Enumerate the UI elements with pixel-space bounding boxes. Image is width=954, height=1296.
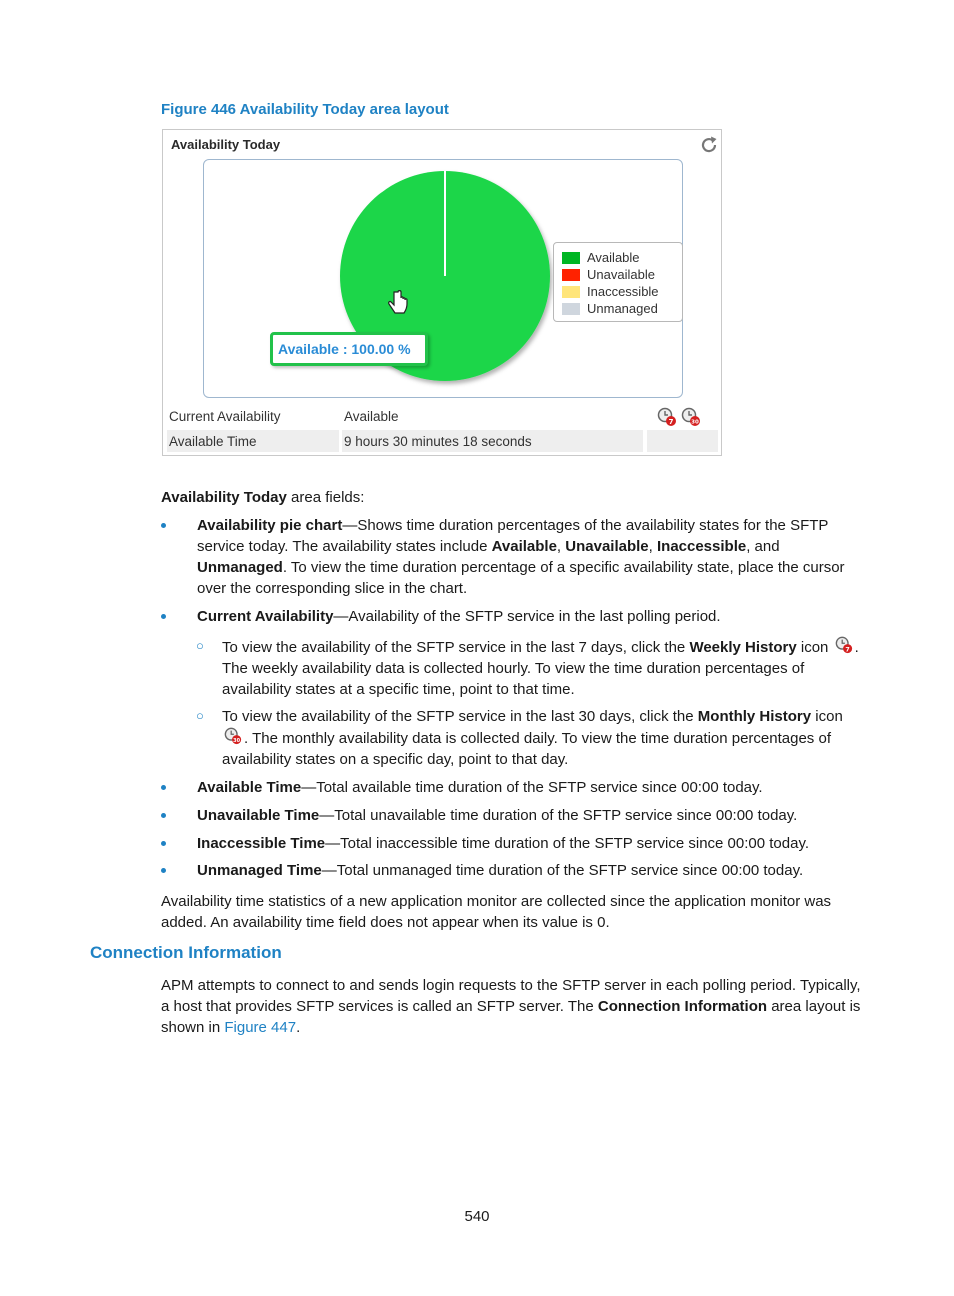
text: a host that provides SFTP services is called an SFTP server. The [161,998,598,1015]
text: icon [811,708,843,725]
legend-label: Available [587,250,640,265]
bullet [161,614,169,622]
text: area layout is [767,998,861,1015]
bullet [161,868,169,876]
slice-tooltip: Available : 100.00 % [270,332,428,366]
intro-line [161,487,364,508]
bullet-unavailable-time [197,805,797,826]
text: , and [746,538,780,555]
text: The weekly availability data is collected hourly. To view the time duration percentages of [222,660,805,677]
text: . The monthly availability data is collected daily. To view the time duration percentages of [244,730,831,747]
svg-text:7: 7 [668,418,674,426]
text: —Total available time duration of the SFTP service since 00:00 today. [301,779,763,796]
row-label: Current Availability [169,409,281,424]
legend-label: Unavailable [587,267,655,282]
bold-term: Unmanaged [197,559,283,576]
legend-item-inaccessible [562,283,682,300]
available-time-row [167,430,717,452]
monthly-history-icon [222,727,244,745]
text: APM attempts to connect to and sends login requests to the SFTP server in each polling period. Typically, [161,977,861,994]
text: Availability time statistics of a new application monitor are collected since the application monitor was [161,893,832,910]
bullet [161,813,169,821]
legend-item-unavailable [562,266,682,283]
statistics-paragraph [161,891,871,933]
bullet-inaccessible-time [197,833,809,854]
bold-term: Unmanaged Time [197,862,322,879]
bullet [161,785,169,793]
section-paragraph [161,975,871,1038]
sub-bullet: ○ [196,638,204,653]
hand-cursor-icon [387,290,409,318]
legend-swatch [562,286,580,298]
text: . To view the time duration percentage of a specific availability state, place the cursor [282,559,845,576]
text: , [648,538,657,555]
row-bg [647,430,718,452]
page-number: 540 [464,1208,490,1225]
text: area fields: [286,489,365,506]
text: service today. The availability states include [197,538,492,555]
bold-term: Inaccessible Time [197,835,326,852]
bullet [161,523,169,531]
bold-term: Inaccessible [656,538,747,555]
bullet-unmanaged-time [197,860,803,881]
bold-term: Available [491,538,557,555]
text: To view the availability of the SFTP service in the last 7 days, click the [222,639,690,656]
text: shown in [161,1019,225,1036]
sub-bullet: ○ [196,708,204,723]
svg-text:30: 30 [691,419,699,426]
bold-term: Weekly History [689,639,797,656]
text: —Total unmanaged time duration of the SFTP service since 00:00 today. [321,862,804,879]
current-availability-row [167,405,717,427]
text: availability states at a specific time, point to that time. [222,681,575,698]
legend-swatch [562,252,580,264]
row-value: Available [344,409,399,424]
svg-text:30: 30 [233,737,241,744]
section-heading: Connection Information [90,943,282,962]
refresh-icon[interactable] [699,135,719,155]
sub-bullet-weekly [222,636,867,700]
text: To view the availability of the SFTP service in the last 30 days, click the [222,708,698,725]
figure-447-link[interactable]: Figure 447 [224,1019,297,1036]
bold-term: Monthly History [697,708,812,725]
weekly-history-icon[interactable] [657,407,677,427]
legend-item-unmanaged [562,300,682,317]
bold-term: Connection Information [597,998,768,1015]
text: —Shows time duration percentages of the availability states for the SFTP [342,517,829,534]
sub-bullet-monthly [222,706,867,770]
weekly-history-icon [833,636,855,654]
text: availability states on a specific day, point to that day. [222,751,569,768]
bold-term: Current Availability [197,608,334,625]
bold-term: Unavailable [565,538,649,555]
bold-term: Availability Today [161,489,287,506]
legend-item-available [562,249,682,266]
bullet-pie-chart [197,515,867,599]
bullet-available-time [197,777,763,798]
chart-legend [553,242,683,322]
row-label: Available Time [169,434,257,449]
bold-term: Available Time [197,779,302,796]
panel-title: Availability Today [171,137,281,152]
bold-term: Availability pie chart [197,517,343,534]
chart-frame [203,159,683,398]
availability-today-panel [162,129,722,456]
figure-caption: Figure 446 Availability Today area layout [161,101,449,118]
text: over the corresponding slice in the chart. [197,580,468,597]
text: . [296,1019,301,1036]
text: , [556,538,566,555]
legend-label: Unmanaged [587,301,658,316]
bullet-current-availability [197,606,721,627]
text: —Availability of the SFTP service in the last polling period. [333,608,721,625]
bold-term: Unavailable Time [197,807,320,824]
legend-label: Inaccessible [587,284,659,299]
svg-text:7: 7 [844,646,850,654]
legend-swatch [562,303,580,315]
text: added. An availability time field does not appear when its value is 0. [161,914,610,931]
bullet [161,841,169,849]
text: . [854,639,859,656]
legend-swatch [562,269,580,281]
text: —Total unavailable time duration of the SFTP service since 00:00 today. [319,807,798,824]
row-value: 9 hours 30 minutes 18 seconds [344,434,532,449]
text: icon [796,639,829,656]
monthly-history-icon[interactable] [681,407,701,427]
text: —Total inaccessible time duration of the SFTP service since 00:00 today. [325,835,809,852]
